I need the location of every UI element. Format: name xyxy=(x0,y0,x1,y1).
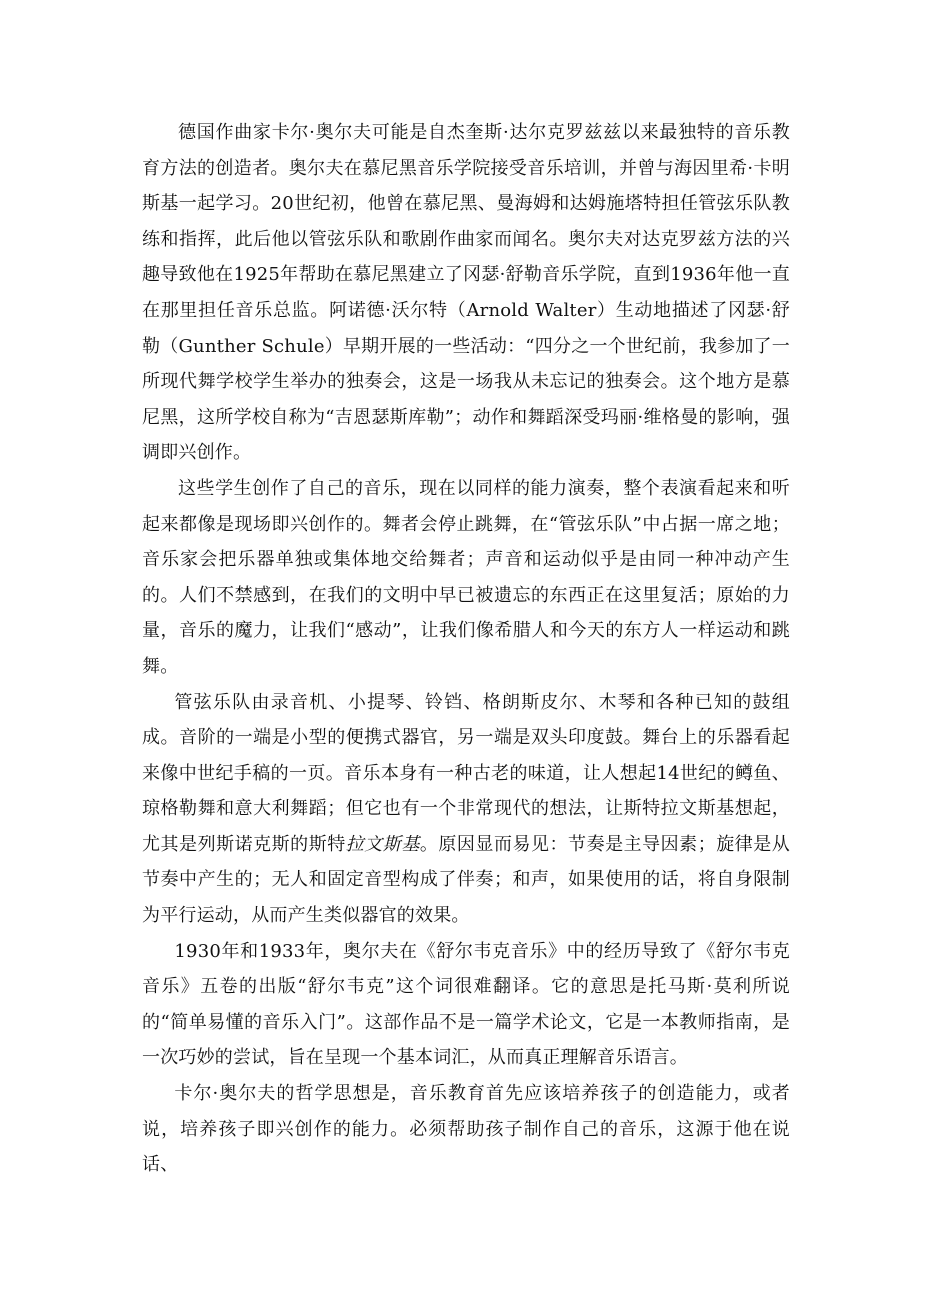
paragraph-orchestra-description xyxy=(142,685,790,934)
paragraph-orff-philosophy: 卡尔·奥尔夫的哲学思想是，音乐教育首先应该培养孩子的创造能力，或者说，培养孩子即兴创作的能力。必须帮助孩子制作自己的音乐，这源于他在说话、 xyxy=(142,1083,790,1176)
paragraph-orff-introduction: 德国作曲家卡尔·奥尔夫可能是自杰奎斯·达尔克罗兹兹以来最独特的音乐教育方法的创造者。奥尔夫在慕尼黑音乐学院接受音乐培训，并曾与海因里希·卡明斯基一起学习。20世纪初，他曾在慕尼黑、曼海姆和达姆施塔特担任管弦乐队教练和指挥，此后他以管弦乐队和歌剧作曲家而闻名。奥尔夫对达克罗兹方法的兴趣导致他在1925年帮助在慕尼黑建立了冈瑟·舒勒音乐学院，直到1936年他一直在那里担任音乐总监。阿诺德·沃尔特（Arnold Walter）生动地描述了冈瑟·舒勒（Gunther Schule）早期开展的一些活动：“四分之一个世纪前，我参加了一所现代舞学校学生举办的独奏会，这是一场我从未忘记的独奏会。这个地方是慕尼黑，这所学校自称为“吉恩瑟斯库勒”；动作和舞蹈深受玛丽·维格曼的影响，强调即兴创作。 xyxy=(142,122,790,464)
orchestra-text-end: 。原因显而易见：节奏是主导因素；旋律是从节奏中产生的；无人和固定音型构成了伴奏；和声，如果使用的话，将自身限制为平行运动，从而产生类似器官的效果。 xyxy=(142,833,790,927)
document-page xyxy=(142,115,790,1183)
paragraph-students-performance: 这些学生创作了自己的音乐，现在以同样的能力演奏，整个表演看起来和听起来都像是现场即兴创作的。舞者会停止跳舞，在“管弦乐队”中占据一席之地；音乐家会把乐器单独或集体地交给舞者；声音和运动似乎是由同一种冲动产生的。人们不禁感到，在我们的文明中早已被遗忘的东西正在这里复活；原始的力量，音乐的魔力，让我们“感动”，让我们像希腊人和今天的东方人一样运动和跳舞。 xyxy=(142,477,790,677)
stravinsky-italic-text: 拉文斯基 xyxy=(345,833,420,855)
paragraph-schulwerk-publication: 1930年和1933年，奥尔夫在《舒尔韦克音乐》中的经历导致了《舒尔韦克音乐》五卷的出版“舒尔韦克”这个词很难翻译。它的意思是托马斯·莫利所说的“简单易懂的音乐入门”。这部作品不是一篇学术论文，它是一本教师指南，是一次巧妙的尝试，旨在呈现一个基本词汇，从而真正理解音乐语言。 xyxy=(142,940,790,1069)
orchestra-text-start: 管弦乐队由录音机、小提琴、铃铛、格朗斯皮尔、木琴和各种已知的鼓组成。音阶的一端是小型的便携式器官，另一端是双头印度鼓。舞台上的乐器看起来像中世纪手稿的一页。音乐本身有一种古老的味道，让人想起14世纪的鳟鱼、琼格勒舞和意大利舞蹈；但它也有一个非常现代的想法，让斯特拉文斯基想起，尤其是列斯诺克斯的斯特 xyxy=(142,691,790,855)
